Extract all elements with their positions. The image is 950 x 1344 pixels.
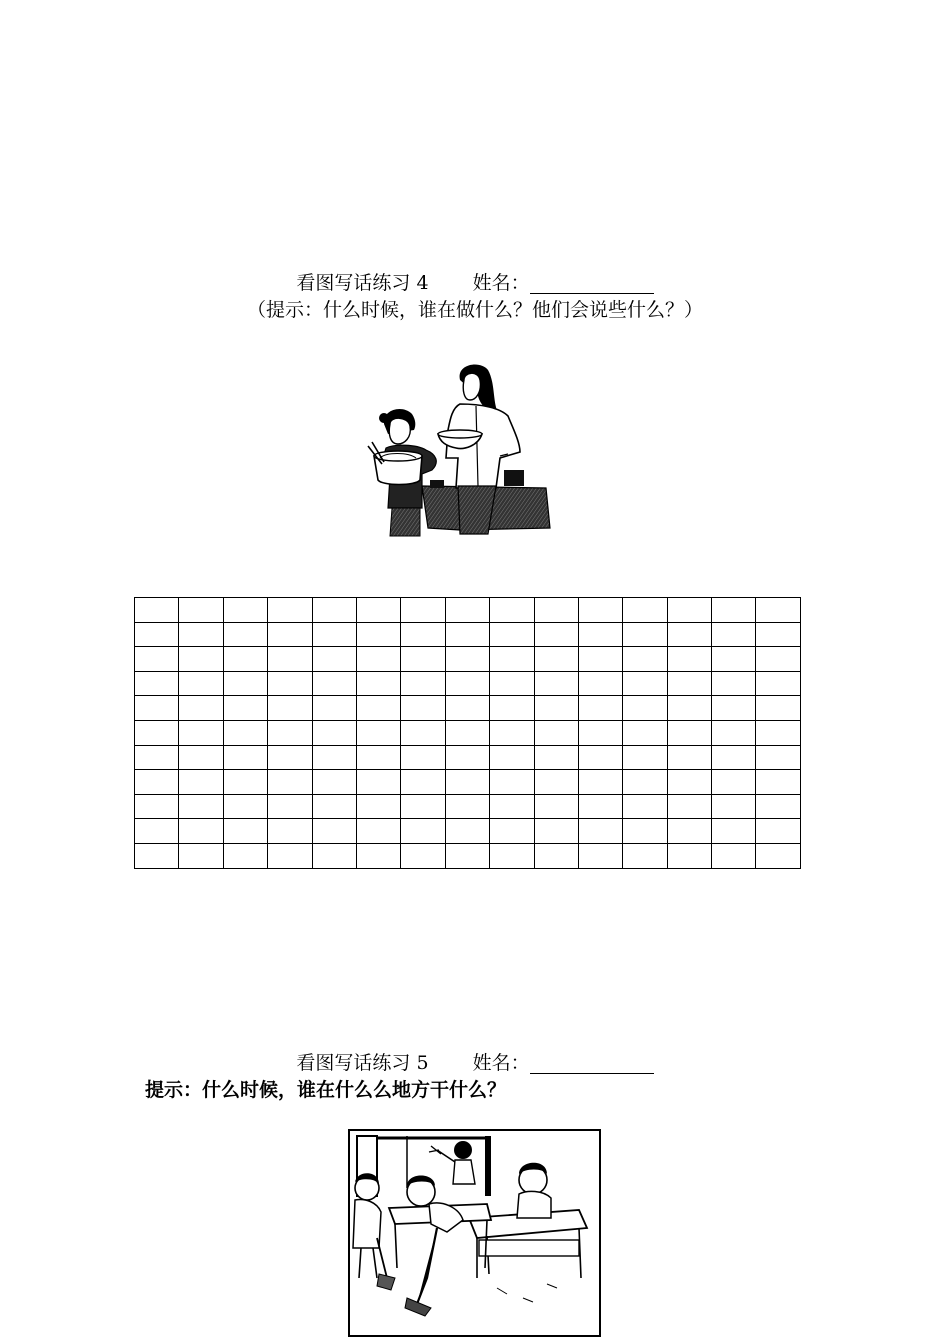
exercise-5-name-label: 姓名： (472, 1052, 530, 1074)
grid-cell[interactable] (534, 598, 578, 623)
grid-cell[interactable] (312, 794, 356, 819)
classroom-cleaning-illustration (347, 1128, 602, 1338)
grid-cell[interactable] (135, 671, 179, 696)
grid-cell[interactable] (712, 720, 756, 745)
grid-cell[interactable] (667, 794, 711, 819)
grid-cell[interactable] (401, 720, 445, 745)
grid-cell[interactable] (356, 843, 400, 868)
grid-cell[interactable] (667, 720, 711, 745)
grid-cell[interactable] (490, 598, 534, 623)
grid-cell[interactable] (623, 671, 667, 696)
grid-cell[interactable] (490, 671, 534, 696)
grid-cell[interactable] (401, 843, 445, 868)
grid-cell[interactable] (223, 671, 267, 696)
grid-cell[interactable] (268, 598, 312, 623)
grid-cell[interactable] (578, 843, 622, 868)
grid-cell[interactable] (223, 770, 267, 795)
grid-cell[interactable] (534, 622, 578, 647)
grid-cell[interactable] (623, 745, 667, 770)
grid-row (135, 598, 801, 623)
grid-cell[interactable] (135, 696, 179, 721)
grid-cell[interactable] (179, 671, 223, 696)
grid-cell[interactable] (312, 843, 356, 868)
grid-cell[interactable] (135, 819, 179, 844)
grid-cell[interactable] (623, 598, 667, 623)
grid-cell[interactable] (179, 770, 223, 795)
grid-cell[interactable] (712, 745, 756, 770)
grid-cell[interactable] (490, 720, 534, 745)
grid-cell[interactable] (401, 770, 445, 795)
grid-cell[interactable] (401, 819, 445, 844)
grid-cell[interactable] (667, 745, 711, 770)
grid-cell[interactable] (667, 843, 711, 868)
grid-cell[interactable] (756, 819, 800, 844)
grid-cell[interactable] (712, 819, 756, 844)
grid-cell[interactable] (712, 622, 756, 647)
grid-cell[interactable] (534, 696, 578, 721)
grid-row (135, 671, 801, 696)
grid-cell[interactable] (179, 794, 223, 819)
grid-cell[interactable] (445, 671, 489, 696)
grid-cell[interactable] (667, 647, 711, 672)
grid-row (135, 622, 801, 647)
grid-cell[interactable] (534, 647, 578, 672)
grid-row (135, 819, 801, 844)
grid-cell[interactable] (756, 671, 800, 696)
grid-cell[interactable] (756, 843, 800, 868)
grid-cell[interactable] (578, 671, 622, 696)
grid-cell[interactable] (534, 843, 578, 868)
grid-cell[interactable] (268, 794, 312, 819)
grid-cell[interactable] (623, 696, 667, 721)
grid-cell[interactable] (312, 598, 356, 623)
grid-cell[interactable] (445, 819, 489, 844)
grid-cell[interactable] (135, 622, 179, 647)
grid-cell[interactable] (445, 794, 489, 819)
grid-cell[interactable] (179, 843, 223, 868)
grid-cell[interactable] (667, 622, 711, 647)
grid-cell[interactable] (623, 770, 667, 795)
exercise-4-name-blank[interactable] (530, 275, 654, 294)
grid-row (135, 745, 801, 770)
grid-row (135, 696, 801, 721)
grid-cell[interactable] (401, 794, 445, 819)
grid-cell[interactable] (756, 745, 800, 770)
grid-cell[interactable] (356, 696, 400, 721)
grid-cell[interactable] (490, 622, 534, 647)
grid-cell[interactable] (534, 770, 578, 795)
grid-cell[interactable] (401, 671, 445, 696)
grid-cell[interactable] (578, 598, 622, 623)
grid-cell[interactable] (223, 794, 267, 819)
exercise-4-heading (0, 272, 950, 294)
grid-cell[interactable] (623, 720, 667, 745)
grid-cell[interactable] (179, 622, 223, 647)
grid-cell[interactable] (401, 622, 445, 647)
grid-cell[interactable] (712, 843, 756, 868)
grid-cell[interactable] (401, 696, 445, 721)
grid-cell[interactable] (445, 622, 489, 647)
exercise-4-hint: （提示：什么时候，谁在做什么？他们会说些什么？） (246, 299, 703, 321)
writing-grid (134, 597, 801, 869)
grid-cell[interactable] (534, 720, 578, 745)
grid-cell[interactable] (223, 720, 267, 745)
grid-cell[interactable] (712, 696, 756, 721)
grid-cell[interactable] (490, 843, 534, 868)
grid-cell[interactable] (223, 819, 267, 844)
grid-cell[interactable] (356, 622, 400, 647)
grid-cell[interactable] (623, 819, 667, 844)
grid-cell[interactable] (312, 696, 356, 721)
grid-cell[interactable] (445, 696, 489, 721)
grid-cell[interactable] (312, 819, 356, 844)
grid-cell[interactable] (179, 647, 223, 672)
grid-cell[interactable] (312, 622, 356, 647)
grid-cell[interactable] (667, 598, 711, 623)
grid-cell[interactable] (312, 745, 356, 770)
cooking-illustration (360, 358, 555, 540)
grid-cell[interactable] (445, 770, 489, 795)
grid-cell[interactable] (623, 794, 667, 819)
grid-row (135, 843, 801, 868)
grid-cell[interactable] (490, 647, 534, 672)
grid-cell[interactable] (445, 598, 489, 623)
grid-cell[interactable] (756, 622, 800, 647)
grid-cell[interactable] (268, 770, 312, 795)
grid-cell[interactable] (756, 696, 800, 721)
grid-cell[interactable] (667, 671, 711, 696)
grid-cell[interactable] (490, 794, 534, 819)
grid-cell[interactable] (534, 671, 578, 696)
grid-cell[interactable] (312, 671, 356, 696)
grid-cell[interactable] (578, 696, 622, 721)
grid-cell[interactable] (223, 745, 267, 770)
grid-cell[interactable] (578, 770, 622, 795)
grid-cell[interactable] (135, 794, 179, 819)
grid-cell[interactable] (223, 843, 267, 868)
exercise-4-title: 看图写话练习 4 (296, 272, 429, 294)
grid-cell[interactable] (445, 745, 489, 770)
grid-cell[interactable] (312, 720, 356, 745)
grid-cell[interactable] (135, 843, 179, 868)
grid-cell[interactable] (179, 696, 223, 721)
grid-cell[interactable] (223, 647, 267, 672)
exercise-5-hint: 提示：什么时候，谁在什么么地方干什么？ (145, 1079, 507, 1101)
grid-cell[interactable] (534, 745, 578, 770)
grid-cell[interactable] (534, 819, 578, 844)
grid-cell[interactable] (356, 770, 400, 795)
grid-cell[interactable] (667, 696, 711, 721)
grid-cell[interactable] (356, 794, 400, 819)
grid-cell[interactable] (356, 745, 400, 770)
grid-cell[interactable] (578, 622, 622, 647)
grid-cell[interactable] (578, 819, 622, 844)
grid-cell[interactable] (490, 819, 534, 844)
grid-cell[interactable] (756, 794, 800, 819)
grid-cell[interactable] (135, 598, 179, 623)
grid-cell[interactable] (490, 745, 534, 770)
grid-cell[interactable] (445, 720, 489, 745)
grid-cell[interactable] (490, 696, 534, 721)
grid-cell[interactable] (356, 720, 400, 745)
grid-cell[interactable] (712, 671, 756, 696)
grid-cell[interactable] (712, 598, 756, 623)
grid-cell[interactable] (578, 647, 622, 672)
grid-cell[interactable] (490, 770, 534, 795)
grid-row (135, 770, 801, 795)
exercise-5-heading (0, 1052, 950, 1074)
grid-row (135, 720, 801, 745)
grid-cell[interactable] (268, 745, 312, 770)
exercise-5-title: 看图写话练习 5 (296, 1052, 429, 1074)
grid-cell[interactable] (268, 720, 312, 745)
grid-cell[interactable] (135, 745, 179, 770)
grid-cell[interactable] (756, 647, 800, 672)
grid-row (135, 794, 801, 819)
grid-cell[interactable] (712, 770, 756, 795)
grid-cell[interactable] (356, 671, 400, 696)
grid-cell[interactable] (179, 598, 223, 623)
grid-cell[interactable] (268, 696, 312, 721)
grid-cell[interactable] (667, 819, 711, 844)
grid-cell[interactable] (578, 720, 622, 745)
grid-cell[interactable] (135, 720, 179, 745)
grid-cell[interactable] (179, 720, 223, 745)
grid-cell[interactable] (312, 770, 356, 795)
grid-cell[interactable] (712, 647, 756, 672)
grid-cell[interactable] (356, 647, 400, 672)
grid-cell[interactable] (223, 622, 267, 647)
grid-cell[interactable] (756, 720, 800, 745)
grid-cell[interactable] (179, 745, 223, 770)
grid-cell[interactable] (135, 647, 179, 672)
grid-cell[interactable] (667, 770, 711, 795)
grid-cell[interactable] (268, 819, 312, 844)
grid-cell[interactable] (312, 647, 356, 672)
grid-cell[interactable] (401, 598, 445, 623)
grid-cell[interactable] (578, 745, 622, 770)
grid-cell[interactable] (223, 696, 267, 721)
grid-cell[interactable] (756, 598, 800, 623)
exercise-4-name-label: 姓名： (472, 272, 530, 294)
grid-cell[interactable] (268, 843, 312, 868)
exercise-5-name-blank[interactable] (530, 1055, 654, 1074)
grid-cell[interactable] (268, 671, 312, 696)
grid-cell[interactable] (445, 647, 489, 672)
grid-cell[interactable] (623, 843, 667, 868)
grid-cell[interactable] (756, 770, 800, 795)
grid-cell[interactable] (268, 647, 312, 672)
grid-row (135, 647, 801, 672)
grid-cell[interactable] (534, 794, 578, 819)
grid-cell[interactable] (712, 794, 756, 819)
grid-cell[interactable] (179, 819, 223, 844)
grid-cell[interactable] (401, 745, 445, 770)
grid-cell[interactable] (623, 622, 667, 647)
grid-cell[interactable] (268, 622, 312, 647)
grid-cell[interactable] (356, 819, 400, 844)
grid-cell[interactable] (223, 598, 267, 623)
grid-cell[interactable] (356, 598, 400, 623)
grid-cell[interactable] (445, 843, 489, 868)
grid-cell[interactable] (578, 794, 622, 819)
grid-cell[interactable] (401, 647, 445, 672)
grid-cell[interactable] (135, 770, 179, 795)
grid-cell[interactable] (623, 647, 667, 672)
